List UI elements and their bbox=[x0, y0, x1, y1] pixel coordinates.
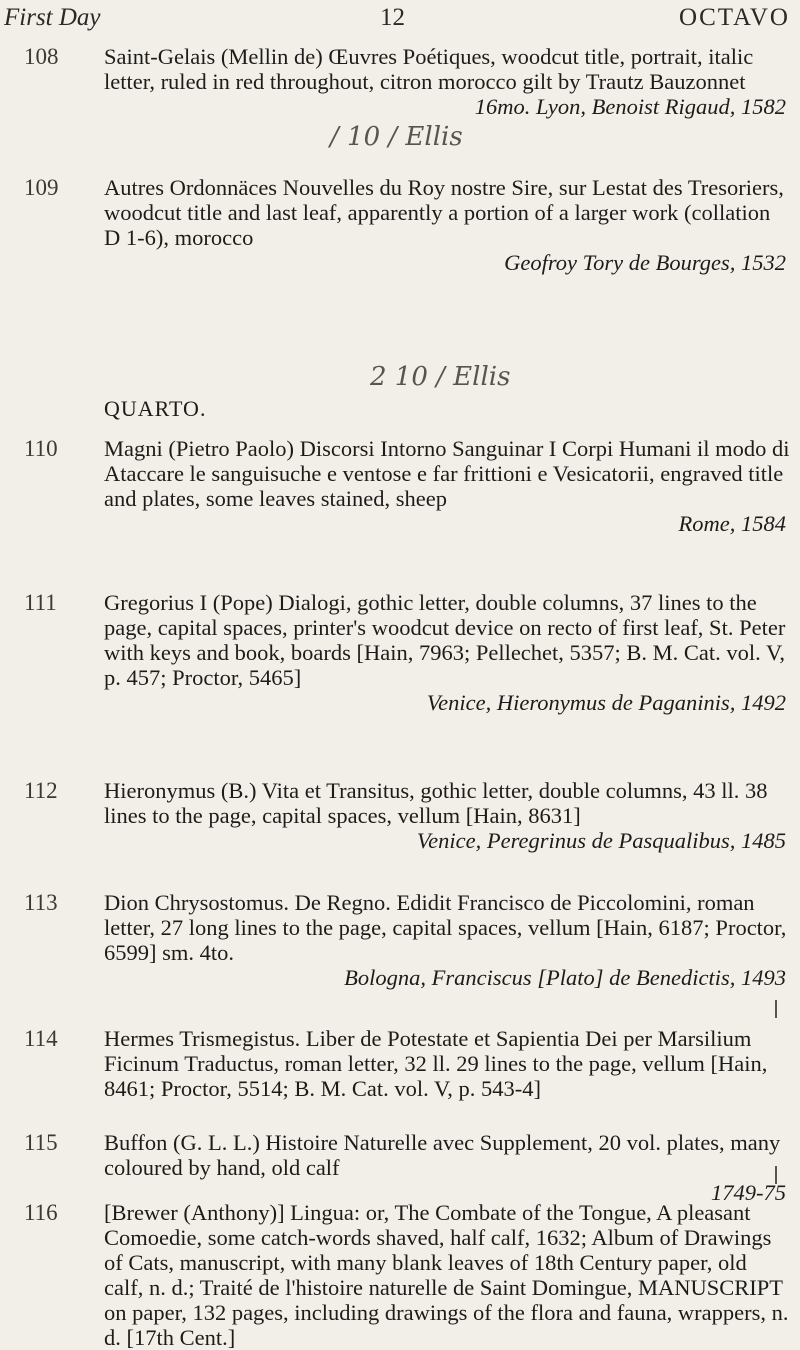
margin-mark bbox=[765, 1166, 777, 1184]
margin-mark bbox=[765, 1000, 777, 1018]
lot-description bbox=[104, 436, 790, 536]
lot-imprint: Geofroy Tory de Bourges, 1532 bbox=[504, 250, 786, 275]
lot-description bbox=[104, 1026, 790, 1101]
lot-number: 112 bbox=[24, 778, 58, 803]
lot-number: 116 bbox=[24, 1200, 58, 1225]
lot-text: Saint-Gelais (Mellin de) Œuvres Poétiques, woodcut title, portrait, italic letter, ruled in red throughout, citron morocco gilt by Trautz Bauzonnet bbox=[104, 44, 754, 94]
lot-description bbox=[104, 44, 790, 119]
lot-imprint: 1749-75 bbox=[711, 1180, 786, 1205]
pencil-annotation: / 10 / Ellis bbox=[330, 122, 463, 152]
lot-text: Hieronymus (B.) Vita et Transitus, gothic letter, double columns, 43 ll. 38 lines to the page, capital spaces, vellum [Hain, 8631] bbox=[104, 778, 768, 828]
lot-number: 110 bbox=[24, 436, 58, 461]
lot-text: Magni (Pietro Paolo) Discorsi Intorno Sanguinar I Corpi Humani il modo di Ataccare le sanguisuche e ventose e far frittioni e Vesicatorii, engraved title and plates, some leaves stained, sheep bbox=[104, 436, 790, 511]
lot-description bbox=[104, 778, 790, 853]
running-header bbox=[0, 4, 800, 38]
lot-number: 111 bbox=[24, 590, 57, 615]
lot-text: Dion Chrysostomus. De Regno. Edidit Francisco de Piccolomini, roman letter, 27 long lines to the page, capital spaces, vellum [Hain, 6187; Proctor, 6599] sm. 4to. bbox=[104, 890, 787, 965]
lot-number: 109 bbox=[24, 175, 59, 200]
lot-text: [Brewer (Anthony)] Lingua: or, The Combate of the Tongue, A pleasant Comoedie, some catch-words shaved, half calf, 1632; Album of Drawings of Cats, manuscript, with many blank leaves of 18th Century paper, old calf, n. d.; Traité de l'histoire naturelle de Saint Domingue, MANUSCRIPT on paper, 132 pages, including drawings of the flora and fauna, wrappers, n. d. [17th Cent.] bbox=[104, 1200, 789, 1350]
lot-imprint: Bologna, Franciscus [Plato] de Benedictis, 1493 bbox=[344, 965, 786, 990]
lot-text: Hermes Trismegistus. Liber de Potestate et Sapientia Dei per Marsilium Ficinum Traductus, roman letter, 32 ll. 29 lines to the page, vellum [Hain, 8461; Proctor, 5514; B. M. Cat. vol. V, p. 543-4] bbox=[104, 1026, 768, 1101]
pencil-annotation: 2 10 / Ellis bbox=[370, 362, 511, 392]
lot-number: 108 bbox=[24, 44, 59, 69]
page-number: 12 bbox=[380, 4, 405, 31]
lot-imprint: Venice, Peregrinus de Pasqualibus, 1485 bbox=[416, 828, 786, 853]
lot-imprint: Venice, Hieronymus de Paganinis, 1492 bbox=[426, 690, 786, 715]
lot-number: 114 bbox=[24, 1026, 58, 1051]
section-heading: QUARTO. bbox=[104, 396, 207, 421]
lot-description bbox=[104, 1130, 790, 1205]
lot-imprint: Rome, 1584 bbox=[678, 511, 786, 536]
lot-description bbox=[104, 1200, 790, 1350]
lot-imprint: 16mo. Lyon, Benoist Rigaud, 1582 bbox=[474, 94, 786, 119]
lot-text: Buffon (G. L. L.) Histoire Naturelle avec Supplement, 20 vol. plates, many coloured by hand, old calf bbox=[104, 1130, 781, 1180]
header-day: First Day bbox=[4, 4, 101, 31]
lot-number: 115 bbox=[24, 1130, 58, 1155]
lot-description bbox=[104, 890, 790, 990]
lot-description bbox=[104, 590, 790, 715]
lot-text: Autres Ordonnäces Nouvelles du Roy nostre Sire, sur Lestat des Tresoriers, woodcut title and last leaf, apparently a portion of a larger work (collation D 1-6), morocco bbox=[104, 175, 784, 250]
lot-description bbox=[104, 175, 790, 275]
lot-text: Gregorius I (Pope) Dialogi, gothic letter, double columns, 37 lines to the page, capital spaces, printer's woodcut device on recto of first leaf, St. Peter with keys and book, boards [Hain, 7963; Pellechet, 5357; B. M. Cat. vol. V, p. 457; Proctor, 5465] bbox=[104, 590, 786, 690]
lot-number: 113 bbox=[24, 890, 58, 915]
header-format: OCTAVO bbox=[679, 4, 790, 31]
